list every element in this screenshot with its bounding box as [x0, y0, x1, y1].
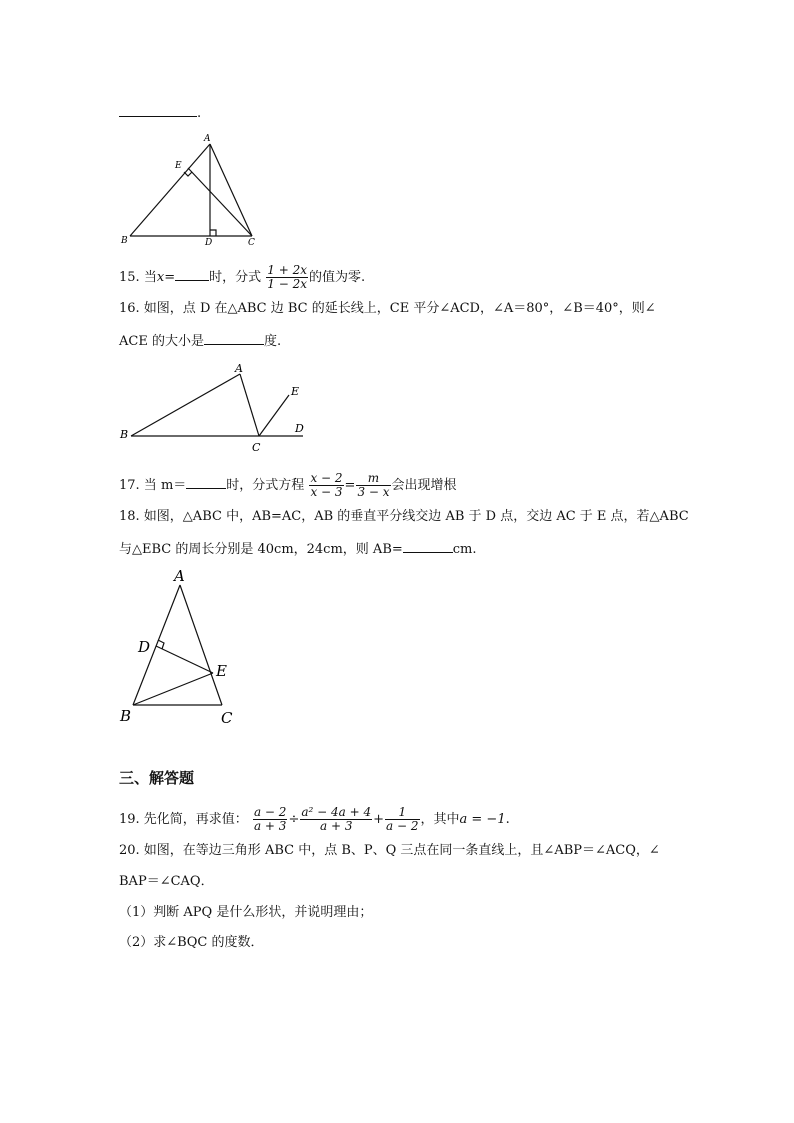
fig14-label-a: A — [204, 134, 211, 144]
fig16-label-a: A — [235, 362, 243, 375]
fig18-segment-be — [133, 673, 213, 705]
q15-var: x — [156, 270, 165, 285]
q18-pre: 与△EBC 的周长分别是 40cm，24cm，则 AB= — [119, 542, 403, 557]
question-17 — [119, 472, 457, 499]
question-15 — [119, 264, 365, 291]
q17-frac2-num: m — [356, 472, 390, 486]
q19-f2-num: a² − 4a + 4 — [301, 805, 372, 819]
question-20-part2: （2）求∠BQC 的度数． — [119, 935, 264, 950]
fig14-label-e: E — [175, 161, 182, 171]
q14-blank — [119, 104, 197, 117]
fig18-label-c: C — [221, 709, 233, 727]
q17-frac2-den: 3 − x — [357, 485, 390, 499]
fig14-label-c: C — [248, 238, 255, 248]
figure-q14 — [115, 130, 265, 248]
figure-q16 — [115, 360, 315, 455]
fig18-label-e: E — [216, 662, 227, 680]
fig14-label-d: D — [205, 238, 213, 248]
q19-post: ，其中 — [420, 812, 460, 827]
fig18-bisector-de — [156, 646, 213, 673]
q15-mid: 时，分式 — [209, 270, 262, 285]
fig18-side-ac — [180, 585, 222, 705]
question-18-line2 — [119, 540, 477, 558]
q19-fraction-2 — [300, 806, 372, 833]
q17-eq: = — [344, 478, 356, 493]
q16-blank[interactable] — [204, 332, 264, 345]
fig14-side-ab — [130, 144, 210, 236]
q19-fraction-3 — [385, 806, 419, 833]
q15-frac-num: 1 + 2x — [267, 263, 307, 277]
q19-cond: a = −1 — [459, 812, 506, 827]
q17-post: 会出现增根 — [391, 478, 457, 493]
q15-number: 15. — [119, 270, 140, 285]
fig18-label-d: D — [138, 638, 151, 656]
q19-op1: ÷ — [288, 812, 300, 827]
q19-f3-den: a − 2 — [386, 819, 419, 833]
q19-end: . — [505, 812, 510, 827]
q17-frac1-num: x − 2 — [310, 471, 343, 485]
q15-fraction — [266, 264, 308, 291]
q16-post: 度. — [263, 334, 282, 349]
q18-blank[interactable] — [403, 540, 453, 553]
q19-f2-den: a + 3 — [319, 819, 353, 833]
q14-answer-line — [119, 104, 201, 122]
fig16-ray-ce — [259, 395, 289, 436]
fig16-side-ac — [240, 374, 259, 436]
q17-mid: 时，分式方程 — [226, 478, 305, 493]
fig14-right-angle-e — [184, 172, 192, 176]
q15-eq: = — [164, 270, 176, 285]
fig14-label-b: B — [121, 236, 128, 246]
fig16-label-c: C — [252, 441, 261, 454]
q17-blank[interactable] — [186, 476, 226, 489]
q17-fraction-1 — [309, 472, 343, 499]
q15-post: 的值为零. — [308, 270, 366, 285]
fig18-label-b: B — [120, 707, 132, 725]
q14-period: . — [197, 106, 202, 121]
fig16-label-d: D — [295, 422, 304, 435]
fig14-right-angle-d — [210, 230, 216, 236]
q17-frac1-den: x − 3 — [310, 485, 343, 499]
q19-op2: + — [373, 812, 385, 827]
q15-pre: 当 — [143, 270, 157, 285]
q15-frac-den: 1 − 2x — [267, 277, 307, 291]
fig14-side-ac — [210, 144, 252, 236]
q17-pre: 17. 当 m＝ — [119, 478, 187, 493]
q15-blank[interactable] — [175, 268, 209, 281]
question-18-line1: 18. 如图，△ABC 中，AB=AC，AB 的垂直平分线交边 AB 于 D 点，交边 AC 于 E 点，若△ABC — [119, 509, 689, 524]
q19-fraction-1 — [253, 806, 287, 833]
question-19 — [119, 806, 510, 833]
q19-f1-den: a + 3 — [253, 819, 287, 833]
section-title: 三、解答题 — [119, 769, 195, 787]
fig18-label-a: A — [174, 567, 185, 585]
question-20-line1: 20. 如图，在等边三角形 ABC 中，点 B、P、Q 三点在同一条直线上，且∠ABP＝∠ACQ，∠ — [119, 843, 660, 858]
q19-f1-num: a − 2 — [253, 805, 287, 819]
question-20-line2: BAP＝∠CAQ． — [119, 874, 214, 889]
question-16-line2 — [119, 332, 281, 350]
q16-pre: ACE 的大小是 — [119, 334, 204, 349]
q19-pre: 19. 先化简，再求值： — [119, 812, 248, 827]
q19-f3-num: 1 — [385, 806, 419, 820]
question-20-part1: （1）判断 APQ 是什么形状，并说明理由； — [119, 905, 373, 920]
fig16-side-ba — [131, 374, 240, 436]
fig14-altitude-ce — [188, 168, 252, 236]
fig16-label-b: B — [120, 428, 129, 441]
q17-fraction-2 — [356, 472, 390, 499]
q18-post: cm. — [452, 542, 477, 557]
question-16-line1: 16. 如图，点 D 在△ABC 边 BC 的延长线上，CE 平分∠ACD，∠A＝80°，∠B＝40°，则∠ — [119, 301, 656, 316]
figure-q18 — [115, 565, 245, 730]
fig16-label-e: E — [291, 385, 300, 398]
